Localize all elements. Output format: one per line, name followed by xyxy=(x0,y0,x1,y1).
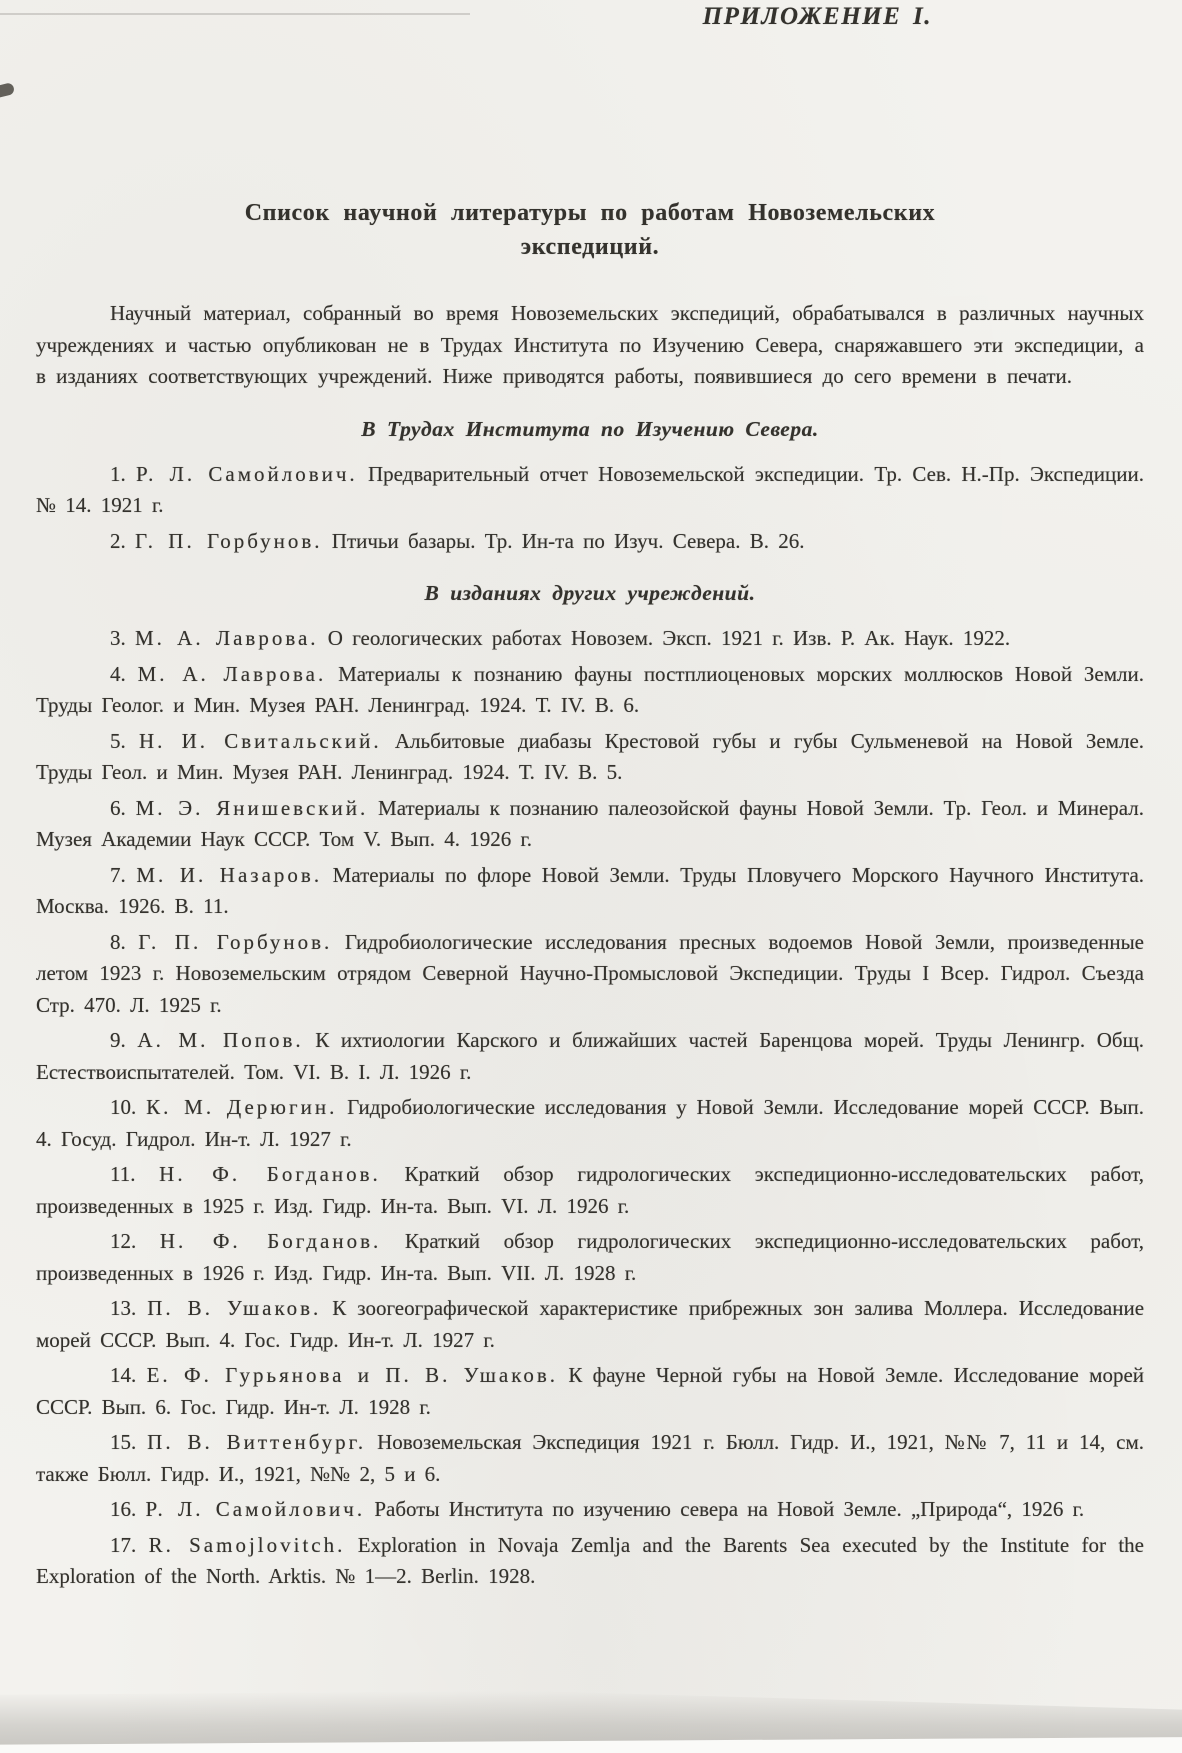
entry-author: Н. И. Свитальский. xyxy=(138,728,382,753)
bibliography-entry xyxy=(36,1530,1144,1593)
top-scan-line xyxy=(0,13,470,15)
entry-number: 9. xyxy=(110,1028,126,1052)
entry-text: Краткий обзор гидрологических экспедиционно-исследовательских работ, произведенных в 1926 г. Изд. Гидр. Ин-та. Вып. VII. Л. 1928 г. xyxy=(36,1229,1144,1285)
bibliography-entry xyxy=(36,793,1144,856)
entry-author: М. А. Лаврова. xyxy=(135,626,319,650)
entry-number: 1. xyxy=(110,461,126,486)
entry-author: Р. Л. Самойлович. xyxy=(145,1497,366,1521)
entry-text: Работы Института по изучению севера на Новой Земле. „Природа“, 1926 г. xyxy=(374,1497,1085,1521)
entry-author: R. Samojlovitch. xyxy=(148,1532,346,1557)
entry-text: Птичьи базары. Тр. Ин-та по Изуч. Севера. В. 26. xyxy=(331,528,805,553)
appendix-label: ПРИЛОЖЕНИЕ I. xyxy=(702,3,932,30)
entry-text: Exploration in Novaja Zemlja and the Barents Sea executed by the Institute for the Exploration of the North. Arktis. № 1—2. Berlin. 1928. xyxy=(36,1532,1145,1588)
bibliography-entry xyxy=(36,1226,1144,1289)
entry-text: Новоземельская Экспедиция 1921 г. Бюлл. Гидр. И., 1921, №№ 7, 11 и 14, см. также Бюлл. Гидр. И., 1921, №№ 2, 5 и 6. xyxy=(36,1430,1145,1486)
entry-author: К. М. Дерюгин. xyxy=(146,1095,338,1119)
entry-author: М. А. Лаврова. xyxy=(137,661,327,686)
entry-author: Н. Ф. Богданов. xyxy=(159,1229,382,1253)
entry-number: 13. xyxy=(110,1296,137,1320)
entry-author: П. В. Ушаков. xyxy=(147,1296,322,1320)
bibliography-entry xyxy=(36,1159,1144,1222)
page-title-line2: экспедиций. xyxy=(520,234,660,260)
entry-text: Материалы к познанию фауны постплиоценовых морских моллюсков Новой Земли. Труды Геолог. и Мин. Музея РАН. Ленинград. 1924. Т. IV. В. 6. xyxy=(36,661,1144,717)
entry-author: М. Э. Янишевский. xyxy=(135,795,369,820)
entry-text: Гидробиологические исследования пресных водоемов Новой Земли, произведенные летом 1923 г. Новоземельским отрядом Северной Научно-Промысловой Экспедиции. Труды I Всер. Гидрол. Съезда Стр. 470. Л. 1925 г. xyxy=(36,929,1144,1017)
entry-number: 11. xyxy=(110,1162,136,1186)
entry-text: О геологических работах Новозем. Эксп. 1921 г. Изв. Р. Ак. Наук. 1922. xyxy=(327,626,1011,650)
page-title-line1: Список научной литературы по работам Новоземельских xyxy=(244,200,936,226)
bibliography-entry xyxy=(36,1293,1144,1356)
bibliography-entry xyxy=(36,1025,1144,1088)
entry-number: 8. xyxy=(110,929,126,954)
bibliography-entry xyxy=(36,526,1144,558)
entry-text: Предварительный отчет Новоземельской экспедиции. Тр. Сев. Н.-Пр. Экспедиции. № 14. 1921 г. xyxy=(36,461,1145,517)
section-heading-other-institutions: В изданиях других учреждений. xyxy=(424,581,756,605)
entry-author: А. М. Попов. xyxy=(137,1028,304,1052)
entry-text: К фауне Черной губы на Новой Земле. Исследование морей СССР. Вып. 6. Гос. Гидр. Ин-т. Л. 1928 г. xyxy=(36,1363,1145,1419)
entry-number: 17. xyxy=(110,1532,137,1557)
entry-number: 3. xyxy=(110,626,126,650)
intro-paragraph: Научный материал, собранный во время Новоземельских экспедиций, обрабатывался в различных научных учреждениях и частью опубликован не в Трудах Института по Изучению Севера, снаряжавшего эти экспедиции, а в изданиях соответствующих учреждений. Ниже приводятся работы, появившиеся до сего времени в печати. xyxy=(36,301,1144,388)
bibliography-entry xyxy=(36,1427,1144,1490)
entry-number: 16. xyxy=(110,1497,137,1521)
entry-number: 15. xyxy=(110,1430,137,1454)
entry-author: Г. П. Горбунов. xyxy=(135,528,323,553)
left-edge-mark xyxy=(0,82,15,98)
bibliography-entry xyxy=(36,459,1144,522)
entry-text: Альбитовые диабазы Крестовой губы и губы Сульменевой на Новой Земле. Труды Геол. и Мин. Музея РАН. Ленинград. 1924. Т. IV. В. 5. xyxy=(36,728,1145,784)
bibliography-entry xyxy=(36,1092,1144,1155)
entry-number: 5. xyxy=(110,728,126,753)
entry-text: К ихтиологии Карского и ближайших частей Баренцова морей. Труды Ленингр. Общ. Естествоиспытателей. Том. VI. В. I. Л. 1926 г. xyxy=(36,1028,1145,1084)
entry-number: 10. xyxy=(110,1095,137,1119)
entry-author: Н. Ф. Богданов. xyxy=(159,1162,381,1186)
entry-number: 7. xyxy=(110,862,126,887)
bibliography-entry xyxy=(36,623,1144,655)
bibliography-entry xyxy=(36,860,1144,923)
entry-text: К зоогеографической характеристике прибрежных зон залива Моллера. Исследование морей СССР. Вып. 4. Гос. Гидр. Ин-т. Л. 1927 г. xyxy=(36,1296,1145,1352)
entry-author: М. И. Назаров. xyxy=(136,862,323,887)
section-heading-institute-works: В Трудах Института по Изучению Севера. xyxy=(361,416,819,441)
entry-author: Р. Л. Самойлович. xyxy=(136,461,358,486)
bibliography-entry xyxy=(36,659,1144,722)
bibliography-entry xyxy=(36,927,1144,1022)
entry-number: 4. xyxy=(110,661,126,686)
entry-number: 6. xyxy=(110,795,126,820)
bibliography-entry xyxy=(36,1360,1144,1423)
entry-text: Материалы по флоре Новой Земли. Труды Пловучего Морского Научного Института. Москва. 1926. В. 11. xyxy=(36,862,1145,918)
entry-author: Г. П. Горбунов. xyxy=(138,929,333,954)
entry-text: Гидробиологические исследования у Новой Земли. Исследование морей СССР. Вып. 4. Госуд. Гидрол. Ин-т. Л. 1927 г. xyxy=(36,1095,1145,1151)
bibliography-entry xyxy=(36,726,1144,789)
entry-number: 2. xyxy=(110,528,126,553)
entry-text: Материалы к познанию палеозойской фауны Новой Земли. Тр. Геол. и Минерал. Музея Академии Наук СССР. Том V. Вып. 4. 1926 г. xyxy=(36,795,1145,851)
page-content xyxy=(36,196,1144,1597)
entry-number: 14. xyxy=(110,1363,137,1387)
bibliography-entry xyxy=(36,1494,1144,1526)
entry-text: Краткий обзор гидрологических экспедиционно-исследовательских работ, произведенных в 1925 г. Изд. Гидр. Ин-та. Вып. VI. Л. 1926 г. xyxy=(36,1162,1145,1218)
entry-number: 12. xyxy=(110,1229,137,1253)
entry-author: Е. Ф. Гурьянова и П. В. Ушаков. xyxy=(146,1363,558,1387)
entry-author: П. В. Виттенбург. xyxy=(147,1430,367,1454)
page-title xyxy=(36,196,1144,264)
